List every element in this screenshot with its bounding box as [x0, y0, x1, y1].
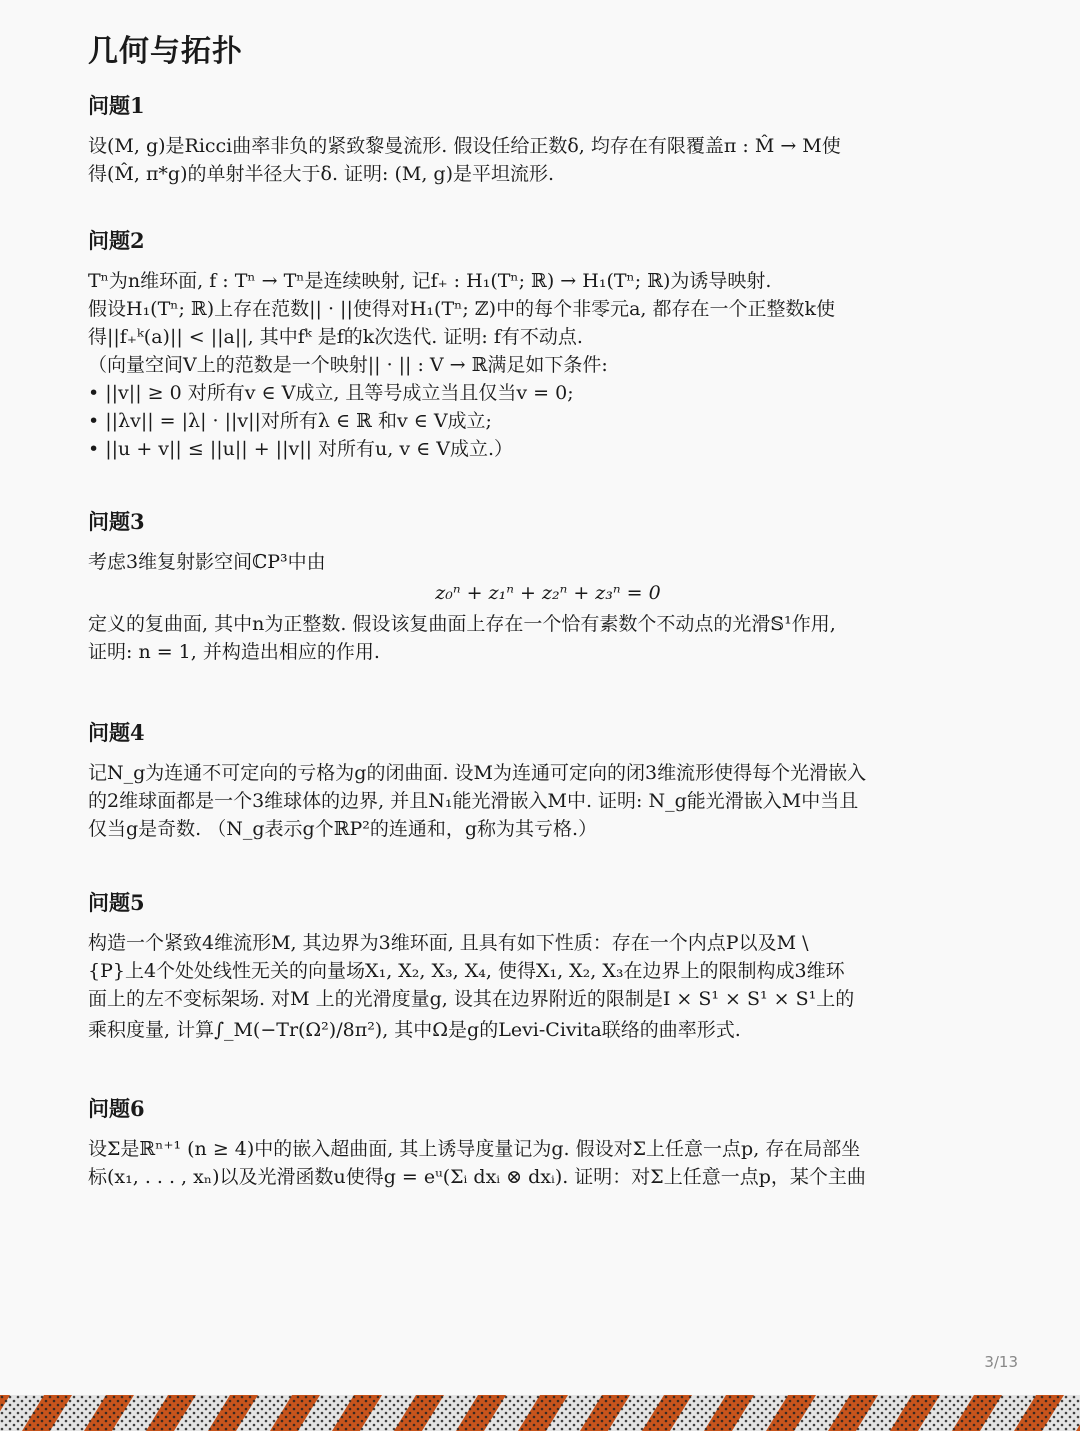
problem-text-line: 乘积度量, 计算∫_M(−Tr(Ω²)/8π²), 其中Ω是g的Levi-Civita联络的曲率形式.: [88, 1019, 741, 1041]
problem-text-line: 考虑3维复射影空间ℂP³中由: [88, 551, 326, 573]
problem-text-line: {P}上4个处处线性无关的向量场X₁, X₂, X₃, X₄, 使得X₁, X₂, X₃在边界上的限制构成3维环: [88, 960, 845, 982]
problem-text-line: 得(M̂, π*g)的单射半径大于δ. 证明: (M, g)是平坦流形.: [88, 163, 555, 185]
problem-text-line: （向量空间V上的范数是一个映射|| · || : V → ℝ满足如下条件:: [88, 354, 608, 376]
problem-text-line: 的2维球面都是一个3维球体的边界, 并且N₁能光滑嵌入M中. 证明: N_g能光滑嵌入M中当且: [88, 790, 859, 812]
problem-text-line: 记N_g为连通不可定向的亏格为g的闭曲面. 设M为连通可定向的闭3维流形使得每个光滑嵌入: [88, 762, 867, 784]
problem-text-line: 得||f₊ᵏ(a)|| < ||a||, 其中fᵏ 是f的k次迭代. 证明: f有不动点.: [88, 326, 583, 348]
problem-1: [88, 90, 998, 188]
problem-heading: 问题5: [88, 890, 145, 915]
problem-text-line: 设(M, g)是Ricci曲率非负的紧致黎曼流形. 假设任给正数δ, 均存在有限覆盖π : M̂ → M使: [88, 135, 841, 157]
problem-text-line: 标(x₁, . . . , xₙ)以及光滑函数u使得g = eᵘ(Σᵢ dxᵢ ⊗ dxᵢ). 证明：对Σ上任意一点p，某个主曲: [88, 1166, 866, 1188]
page-number: 3/13: [984, 1353, 1018, 1371]
bullet-item: • ||λv|| = |λ| · ||v||对所有λ ∈ ℝ 和v ∈ V成立;: [88, 410, 492, 432]
problem-text-line: 面上的左不变标架场. 对M 上的光滑度量g, 设其在边界附近的限制是I × S¹ × S¹ × S¹上的: [88, 988, 855, 1010]
problem-4: [88, 717, 998, 843]
problem-heading: 问题2: [88, 228, 145, 253]
bullet-item: • ||u + v|| ≤ ||u|| + ||v|| 对所有u, v ∈ V成立.）: [88, 438, 513, 460]
display-equation: z₀ⁿ + z₁ⁿ + z₂ⁿ + z₃ⁿ = 0: [435, 582, 661, 604]
bullet-text: ||λv|| = |λ| · ||v||对所有λ ∈ ℝ 和v ∈ V成立;: [105, 410, 492, 432]
problem-text-line: 仅当g是奇数. （N_g表示g个ℝP²的连通和，g称为其亏格.）: [88, 818, 598, 840]
problem-heading: 问题6: [88, 1096, 145, 1121]
problem-text-line: 证明: n = 1, 并构造出相应的作用.: [88, 641, 380, 663]
bullet-text: ||v|| ≥ 0 对所有v ∈ V成立, 且等号成立当且仅当v = 0;: [105, 382, 574, 404]
problem-text-line: Tⁿ为n维环面, f : Tⁿ → Tⁿ是连续映射, 记f₊ : H₁(Tⁿ; ℝ) → H₁(Tⁿ; ℝ)为诱导映射.: [88, 270, 772, 292]
page-title: 几何与拓扑: [88, 34, 243, 69]
problem-heading: 问题1: [88, 93, 145, 118]
problem-6: [88, 1093, 998, 1191]
problem-text-line: 设Σ是ℝⁿ⁺¹ (n ≥ 4)中的嵌入超曲面, 其上诱导度量记为g. 假设对Σ上任意一点p, 存在局部坐: [88, 1138, 861, 1160]
bullet-item: • ||v|| ≥ 0 对所有v ∈ V成立, 且等号成立当且仅当v = 0;: [88, 382, 574, 404]
problem-3: [88, 506, 998, 666]
problem-heading: 问题3: [88, 509, 145, 534]
problem-heading: 问题4: [88, 720, 145, 745]
problem-text-line: 假设H₁(Tⁿ; ℝ)上存在范数|| · ||使得对H₁(Tⁿ; ℤ)中的每个非零元a, 都存在一个正整数k使: [88, 298, 835, 320]
problem-5: [88, 887, 998, 1047]
problem-text-line: 构造一个紧致4维流形M, 其边界为3维环面, 且具有如下性质：存在一个内点P以及M \: [88, 932, 809, 954]
bullet-text: ||u + v|| ≤ ||u|| + ||v|| 对所有u, v ∈ V成立.）: [105, 438, 513, 460]
problem-text-line: 定义的复曲面, 其中n为正整数. 假设该复曲面上存在一个恰有素数个不动点的光滑𝕊¹作用,: [88, 613, 836, 635]
decorative-pattern-strip: [0, 1395, 1080, 1431]
problem-2: [88, 225, 998, 463]
